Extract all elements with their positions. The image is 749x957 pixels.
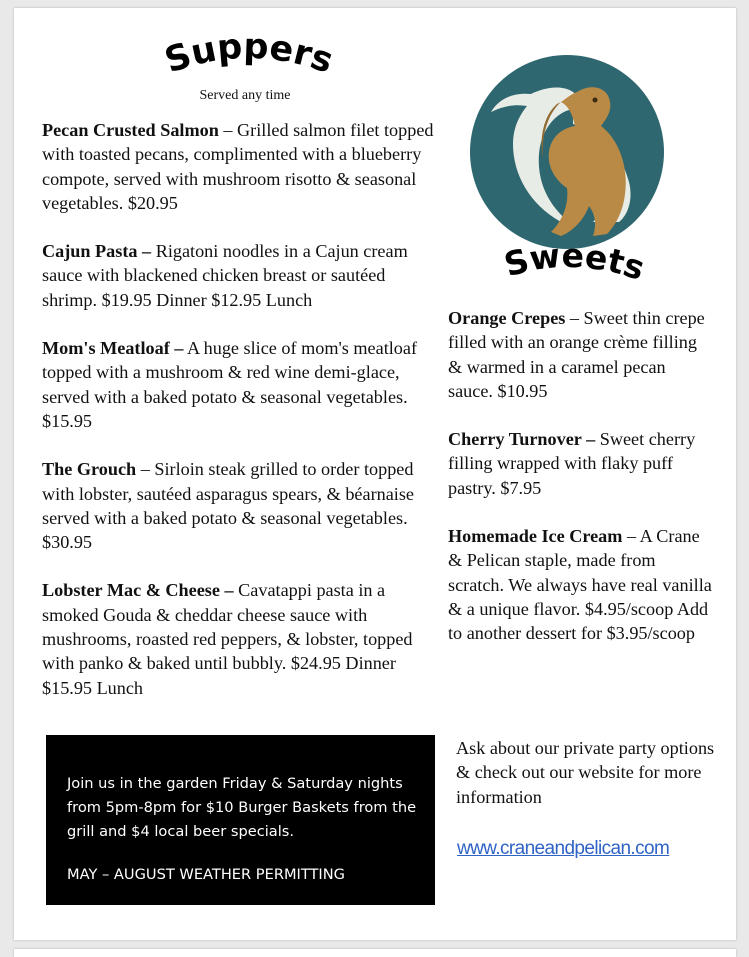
menu-item — [448, 524, 713, 645]
item-description: – Sweet thin crepe filled with an orange crème filling & warmed in a caramel pecan sauce. $10.95 — [448, 308, 705, 401]
item-name: Mom's Meatloaf – — [42, 338, 184, 359]
item-name: Homemade Ice Cream — [448, 526, 623, 547]
menu-item — [448, 306, 713, 403]
promo-note: MAY – AUGUST WEATHER PERMITTING — [67, 866, 345, 883]
item-name: The Grouch — [42, 459, 137, 480]
item-description: Cavatappi pasta in a smoked Gouda & cheddar cheese sauce with mushrooms, roasted red peppers, & lobster, topped with panko & baked until bubbly. $24.95 Dinner $15.95 Lunch — [42, 580, 413, 698]
contact-text: Ask about our private party options & check out our website for more information — [456, 738, 715, 807]
item-name: Orange Crepes — [448, 308, 566, 328]
item-description: – A Crane & Pelican staple, made from scratch. We always have real vanilla & a unique flavor. $4.95/scoop Add to another dessert for $3.95/scoop — [448, 526, 712, 644]
item-description: Sweet cherry filling wrapped with flaky puff pastry. $7.95 — [448, 429, 696, 498]
menu-item — [42, 239, 437, 312]
item-name: Cherry Turnover – — [448, 429, 596, 450]
item-name: Cajun Pasta – — [42, 241, 152, 262]
sweets-title: Sweets — [499, 235, 650, 288]
svg-text:Sweets — [500, 236, 650, 288]
suppers-list — [42, 118, 437, 724]
item-description: A huge slice of mom's meatloaf topped with a mushroom & red wine demi-glace, served with a baked potato & seasonal vegetables. $15.95 — [42, 338, 418, 431]
garden-promo-box — [46, 735, 435, 905]
sweets-list — [448, 306, 713, 670]
next-page-edge — [14, 949, 736, 957]
suppers-subtitle: Served any time — [199, 88, 291, 103]
item-name: Lobster Mac & Cheese – — [42, 580, 234, 601]
menu-item — [42, 336, 437, 433]
menu-item — [448, 427, 713, 500]
item-name: Pecan Crusted Salmon — [42, 120, 219, 140]
website-link[interactable]: www.craneandpelican.com — [457, 838, 670, 859]
suppers-title: Suppers — [160, 26, 339, 82]
sweets-heading — [478, 235, 678, 304]
item-description: – Sirloin steak grilled to order topped with lobster, sautéed asparagus spears, & béarnaise served with a baked potato & seasonal vegetables. $30.95 — [42, 459, 414, 553]
svg-text:Suppers — [160, 27, 338, 82]
item-description: Rigatoni noodles in a Cajun cream sauce with blackened chicken breast or sautéed shrimp. $19.95 Dinner $12.95 Lunch — [42, 241, 408, 310]
menu-item — [42, 118, 437, 215]
promo-text: Join us in the garden Friday & Saturday nights from 5pm-8pm for $10 Burger Baskets from the grill and $4 local beer specials. — [67, 775, 417, 840]
item-description: – Grilled salmon filet topped with toasted pecans, complimented with a blueberry compote, served with mushroom risotto & seasonal vegetables. $20.95 — [42, 120, 434, 213]
menu-item — [42, 457, 437, 554]
menu-item — [42, 578, 437, 699]
crane-pelican-logo-icon — [469, 54, 665, 250]
